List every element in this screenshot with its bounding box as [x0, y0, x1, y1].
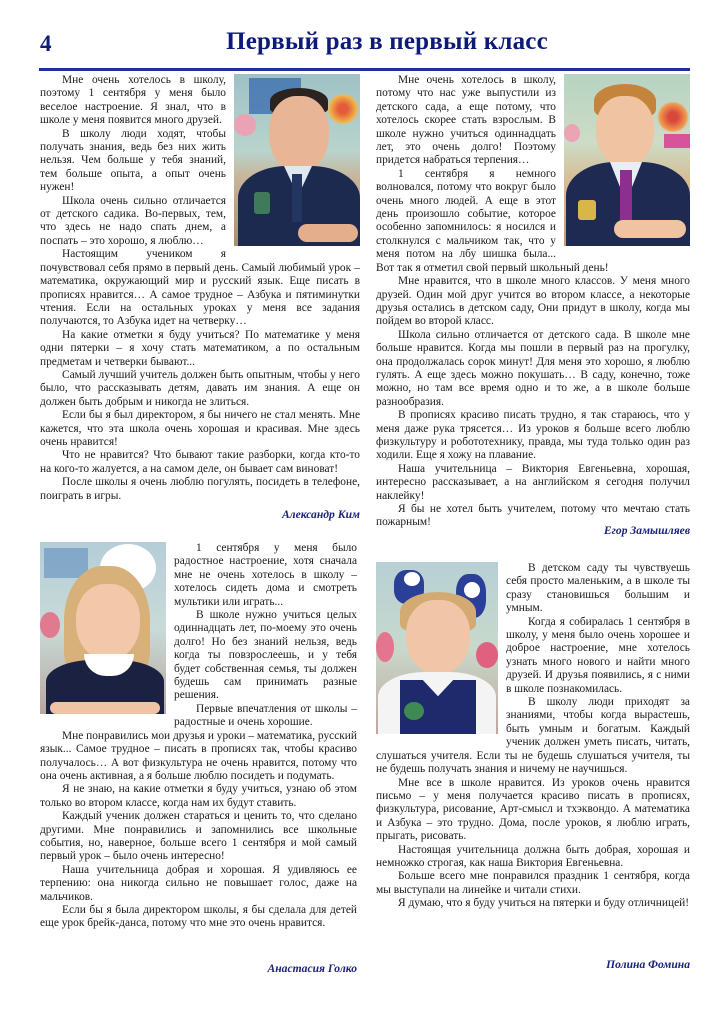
author-signature: Александр Ким: [281, 508, 360, 521]
paragraph: Мне нравится, что в школе много классов. У меня много друзей. Один мой друг учится во втором классе, а некоторые друзья остались в детском саду, Они придут в школу, когда мы пойдем во второй класс.: [376, 275, 690, 328]
paragraph: Мне все в школе нравится. Из уроков очень нравится письмо – у меня получается красиво писать в прописях, физкультура, рисование, Арт-смысл и тхэквондо. А математика и Азбука – это трудно. Дома, после уроков, я люблю играть, прыгать, рисовать.: [376, 776, 690, 843]
paragraph: Если бы я был директором, я бы ничего не стал менять. Мне кажется, что эта школа очень хорошая и красивая. Мне здесь очень нравится!: [40, 409, 360, 448]
paragraph: После школы я очень люблю погулять, посидеть в телефоне, поиграть в игры.: [40, 476, 360, 502]
paragraph: В детском саду ты чувствуешь себя просто маленьким, а в школе ты сразу становишься большим и умным.: [506, 562, 690, 615]
paragraph: Мне очень хотелось в школу, потому что нас уже выпустили из детского сада, а еще потому, что хотелось скорее стать взрослым. В школе нужно учиться одиннадцать лет, это очень долго! Поэтому придется набраться терпения…: [376, 74, 556, 167]
article-anastasiya-golko: [40, 542, 357, 931]
paragraph: На какие отметки я буду учиться? По математике у меня одни пятерки – я хочу стать математиком, а по остальным предметам и четверки бывают...: [40, 328, 360, 368]
paragraph: 1 сентября у меня было радостное настроение, хотя сначала мне не очень хотелось в школу – хотелось сидеть дома и смотреть мультики или играть...: [174, 542, 357, 608]
article-egor-zamyshlyaev: [376, 74, 690, 530]
paragraph: Если бы я была директором школы, я бы сделала для детей еще урок брейк-данса, потому что мне это очень нравится.: [40, 903, 357, 930]
paragraph: 1 сентября я немного волновался, потому что вокруг было очень много людей. А еще в этот день произошло событие, которое особенно запомнилось: я носился и столкнулся с мальчиком так, что у меня потом на лбу шишка была... Вот так я отметил свой первый школьный день!: [376, 167, 609, 274]
paragraph: Наша учительница добрая и хорошая. Я удивляюсь ее терпению: она никогда сильно не повышает голос, даже на мальчиков.: [40, 863, 357, 903]
article-polina-fomina: [376, 562, 690, 911]
paragraph: В прописях красиво писать трудно, я так стараюсь, что у меня даже рука трясется… Из уроков я больше всего люблю физкультуру и робототехнику, правда, мы туда только один раз ходили. Еще я хожу на плавание.: [376, 409, 690, 462]
paragraph: Когда я собиралась 1 сентября в школу, у меня было очень хорошее и доброе настроение, мне хотелось узнать много нового и найти много друзей. И друзья появились, я с ними в школе познакомилась.: [506, 615, 690, 695]
paragraph: Каждый ученик должен стараться и ценить то, что сделано другими. Мне понравились и запомнились все школьные события, но, наверное, больше всего 1 сентября и мой самый первый урок – было очень интересно!: [40, 810, 357, 863]
paragraph: Первые впечатления от школы – радостные и очень хорошие.: [174, 702, 357, 729]
page-number: 4: [40, 31, 52, 56]
paragraph: Наша учительница – Виктория Евгеньевна, хорошая, интересно рассказывает, а на английском я сегодня получил наклейку!: [376, 462, 690, 502]
title-rule: [39, 68, 690, 71]
author-signature: Анастасия Голко: [267, 962, 357, 975]
paragraph: Что не нравится? Что бывают такие разборки, когда кто-то на кого-то жалуется, а на самом деле, он бывает сам виноват!: [40, 449, 360, 475]
author-signature: Егор Замышляев: [603, 524, 690, 537]
photo-girl-blue-bows: [376, 562, 498, 734]
paragraph: В школе нужно учиться целых одиннадцать лет, по-моему это очень долго! Но без знаний нельзя, ведь когда ты повзрослеешь, и у тебя будет собственная семья, ты должен будешь сам принимать разные решения.: [174, 609, 357, 702]
paragraph: Настоящая учительница должна быть добрая, хорошая и немножко строгая, как наша Виктория Евгеньевна.: [376, 843, 690, 869]
paragraph: Мне очень хотелось в школу, поэтому 1 сентября у меня было веселое настроение. Я знал, что в школе у меня появится много друзей.: [40, 74, 226, 127]
photo-girl-white-collar: [40, 542, 166, 714]
paragraph: Мне понравились мои друзья и уроки – математика, русский язык... Самое трудное – писать в прописях так, чтобы красиво получалось… А вот физкультура не очень нравится, потому что она очень активная, а я больше люблю посидеть и подумать.: [40, 729, 357, 782]
paragraph: В школу люди ходят, чтобы получать знания, ведь без них жить нельзя. Чем больше у тебя знаний, тем больше опыта, а опыт очень нужен!: [40, 127, 226, 194]
paragraph: Настоящим учеником я почувствовал себя прямо в первый день. Самый любимый урок – математика, окружающий мир и русский язык. Еще писать в прописях нравится… А самое трудное – Азбука и пятиминутки чтения. Если на остальных уроках у меня все задания получаются, то Азбука идет на четверку…: [40, 248, 360, 328]
photo-boy-purple-tie: [564, 74, 690, 246]
paragraph: Школа очень сильно отличается от детского садика. Во-первых, тем, что здесь не надо спать днем, а поспать – это хорошо, я люблю…: [40, 194, 226, 247]
author-signature: Полина Фомина: [606, 958, 690, 971]
paragraph: Я думаю, что я буду учиться на пятерки и буду отличницей!: [398, 897, 690, 910]
paragraph: В школу люди приходят за знаниями, чтобы когда вырастешь, быть умным и богатым. Каждый ученик должен уметь писать, читать, слушаться учителя. Если ты не будешь слушаться учителя, ты не будешь получать знания и ничему не научишься.: [376, 696, 690, 776]
photo-boy-navy-uniform: [234, 74, 360, 246]
paragraph: Больше всего мне понравился праздник 1 сентября, когда мы выступали на линейке и читали стихи.: [376, 870, 690, 896]
paragraph: Я бы не хотел быть учителем, потому что мечтаю стать пожарным!: [376, 503, 690, 529]
page-title: Первый раз в первый класс: [226, 28, 548, 55]
paragraph: Школа сильно отличается от детского сада. В школе мне больше нравится. Когда мы пошли в первый раз на прогулку, она продолжалась сорок минут! Для меня это хорошо, я люблю гулять. А еще здесь можно покушать… В саду, конечно, тоже можно, но там все время одно и то же, а в школе больше разнообразия.: [376, 328, 690, 408]
article-aleksandr-kim: [40, 74, 360, 503]
paragraph: Я не знаю, на какие отметки я буду учиться, узнаю об этом только во втором классе, когда нам их будут ставить.: [40, 783, 357, 809]
paragraph: Самый лучший учитель должен быть опытным, чтобы у него было, что рассказывать детям, давать им знания. А еще он должен быть добрым и никогда не злиться.: [40, 368, 360, 408]
